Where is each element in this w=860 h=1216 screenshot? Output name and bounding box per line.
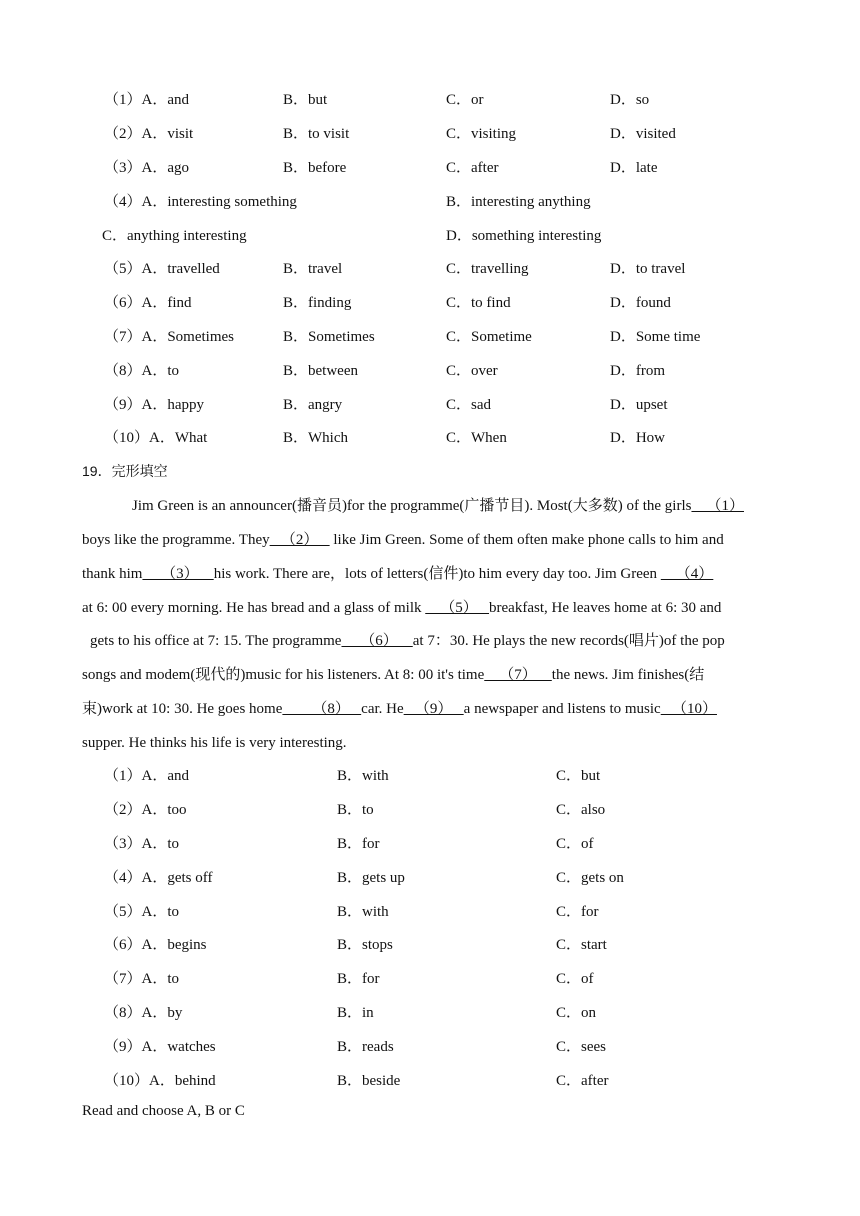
blank-5: （5） xyxy=(425,600,490,616)
blank-2: （2） xyxy=(269,532,330,548)
q18-option-row xyxy=(0,258,860,280)
blank-10: （10） xyxy=(660,701,717,717)
q18-option-row xyxy=(0,89,860,111)
option-d: D．to travel xyxy=(610,261,686,277)
q19-option-row xyxy=(0,867,860,889)
passage-text: songs and modem(现代的)music for his listeners. At 8: 00 it's time xyxy=(82,667,485,683)
option-c: C．of xyxy=(556,971,594,987)
option-c: C．Sometime xyxy=(446,329,532,345)
option-b: B．beside xyxy=(337,1073,401,1089)
option-c: C．to find xyxy=(446,295,511,311)
passage-text: thank him xyxy=(82,566,143,582)
option-a: （2）A．visit xyxy=(104,126,194,142)
q19-option-row xyxy=(0,901,860,923)
passage-text: like Jim Green. Some of them often make phone calls to him and xyxy=(329,532,724,548)
section-instruction: Read and choose A, B or C xyxy=(82,1103,245,1119)
blank-7: （7） xyxy=(484,667,552,683)
option-a: （4）A．interesting something xyxy=(104,194,297,210)
option-c: C．gets on xyxy=(556,870,624,886)
passage-line xyxy=(82,664,782,686)
option-b: B．before xyxy=(283,160,347,176)
option-b: B．to xyxy=(337,802,374,818)
passage-line xyxy=(132,495,832,517)
q19-option-row xyxy=(0,968,860,990)
option-c: C．after xyxy=(446,160,499,176)
passage-text: his work. There are，lots of letters(信件)to him every day too. Jim Green xyxy=(213,566,661,582)
passage-line xyxy=(82,597,782,619)
option-b: B．interesting anything xyxy=(446,194,591,210)
blank-9: （9） xyxy=(403,701,464,717)
option-c: C．When xyxy=(446,430,507,446)
option-a: （6）A．begins xyxy=(104,937,207,953)
option-a: （2）A．too xyxy=(104,802,187,818)
option-d: D．Some time xyxy=(610,329,701,345)
passage-text: boys like the programme. They xyxy=(82,532,270,548)
option-b: B．for xyxy=(337,971,380,987)
option-d: D．so xyxy=(610,92,650,108)
option-a: （10）A．What xyxy=(104,430,208,446)
option-a: （6）A．find xyxy=(104,295,192,311)
q18-option-row xyxy=(0,292,860,314)
option-b: B．angry xyxy=(283,397,343,413)
q19-option-row xyxy=(0,934,860,956)
blank-8: （8） xyxy=(282,701,362,717)
passage-text: car. He xyxy=(361,701,404,717)
passage-line xyxy=(90,630,790,652)
option-b: B．travel xyxy=(283,261,343,277)
option-a: （8）A．by xyxy=(104,1005,183,1021)
passage-text: gets to his office at 7: 15. The programme xyxy=(90,633,342,649)
option-a: （9）A．happy xyxy=(104,397,204,413)
option-a: （10）A．behind xyxy=(104,1073,216,1089)
blank-1: （1） xyxy=(691,498,744,514)
option-c: C．over xyxy=(446,363,498,379)
q18-option-row xyxy=(0,360,860,382)
passage-line xyxy=(82,529,782,551)
option-c: C．start xyxy=(556,937,607,953)
option-d: D．upset xyxy=(610,397,668,413)
option-c: C．anything interesting xyxy=(102,228,247,244)
option-d: D．visited xyxy=(610,126,676,142)
option-b: B．to visit xyxy=(283,126,350,142)
q18-option-row xyxy=(0,427,860,449)
option-c: C．of xyxy=(556,836,594,852)
q19-option-row xyxy=(0,1070,860,1092)
option-b: B．between xyxy=(283,363,358,379)
option-c: C．but xyxy=(556,768,601,784)
option-a: （5）A．to xyxy=(104,904,180,920)
option-c: C．sees xyxy=(556,1039,606,1055)
passage-line xyxy=(82,732,782,754)
option-b: B．Which xyxy=(283,430,348,446)
passage-text: at 6: 00 every morning. He has bread and a glass of milk xyxy=(82,600,426,616)
option-d: D．something interesting xyxy=(446,228,602,244)
q18-option-row xyxy=(0,394,860,416)
option-b: B．in xyxy=(337,1005,374,1021)
option-a: （8）A．to xyxy=(104,363,180,379)
q19-option-row xyxy=(0,1036,860,1058)
option-c: C．also xyxy=(556,802,606,818)
q18-option-row xyxy=(0,123,860,145)
passage-text: the news. Jim finishes(结 xyxy=(551,667,705,683)
option-b: B．stops xyxy=(337,937,393,953)
question-number: 19．完形填空 xyxy=(82,463,168,479)
passage-text: a newspaper and listens to music xyxy=(463,701,661,717)
option-d: D．from xyxy=(610,363,665,379)
option-b: B．reads xyxy=(337,1039,394,1055)
option-a: （3）A．to xyxy=(104,836,180,852)
option-b: B．gets up xyxy=(337,870,405,886)
q18-option-row xyxy=(0,225,860,247)
blank-6: （6） xyxy=(341,633,413,649)
q19-option-row xyxy=(0,833,860,855)
q18-option-row xyxy=(0,191,860,213)
q18-option-row xyxy=(0,157,860,179)
option-b: B．Sometimes xyxy=(283,329,375,345)
option-b: B．but xyxy=(283,92,328,108)
q19-option-row xyxy=(0,1002,860,1024)
blank-4: （4） xyxy=(660,566,714,582)
option-d: D．late xyxy=(610,160,658,176)
option-a: （7）A．to xyxy=(104,971,180,987)
option-c: C．travelling xyxy=(446,261,529,277)
option-a: （3）A．ago xyxy=(104,160,189,176)
option-b: B．finding xyxy=(283,295,352,311)
option-d: D．How xyxy=(610,430,665,446)
q19-option-row xyxy=(0,799,860,821)
passage-text: Jim Green is an announcer(播音员)for the programme(广播节目). Most(大多数) of the girls xyxy=(132,498,692,514)
option-b: B．with xyxy=(337,768,389,784)
option-b: B．with xyxy=(337,904,389,920)
option-c: C．or xyxy=(446,92,484,108)
option-c: C．for xyxy=(556,904,599,920)
blank-3: （3） xyxy=(142,566,214,582)
option-a: （9）A．watches xyxy=(104,1039,216,1055)
option-c: C．sad xyxy=(446,397,492,413)
passage-text: supper. He thinks his life is very interesting. xyxy=(82,735,347,751)
passage-text: breakfast, He leaves home at 6: 30 and xyxy=(489,600,722,616)
option-a: （5）A．travelled xyxy=(104,261,220,277)
option-a: （1）A．and xyxy=(104,768,189,784)
q18-option-row xyxy=(0,326,860,348)
passage-line xyxy=(82,698,782,720)
option-d: D．found xyxy=(610,295,671,311)
option-a: （1）A．and xyxy=(104,92,189,108)
passage-text: at 7：30. He plays the new records(唱片)of the pop xyxy=(412,633,725,649)
passage-text: 束)work at 10: 30. He goes home xyxy=(82,701,283,717)
option-c: C．visiting xyxy=(446,126,517,142)
passage-line xyxy=(82,563,782,585)
option-c: C．on xyxy=(556,1005,597,1021)
q19-option-row xyxy=(0,765,860,787)
option-a: （4）A．gets off xyxy=(104,870,213,886)
option-a: （7）A．Sometimes xyxy=(104,329,234,345)
option-c: C．after xyxy=(556,1073,609,1089)
option-b: B．for xyxy=(337,836,380,852)
